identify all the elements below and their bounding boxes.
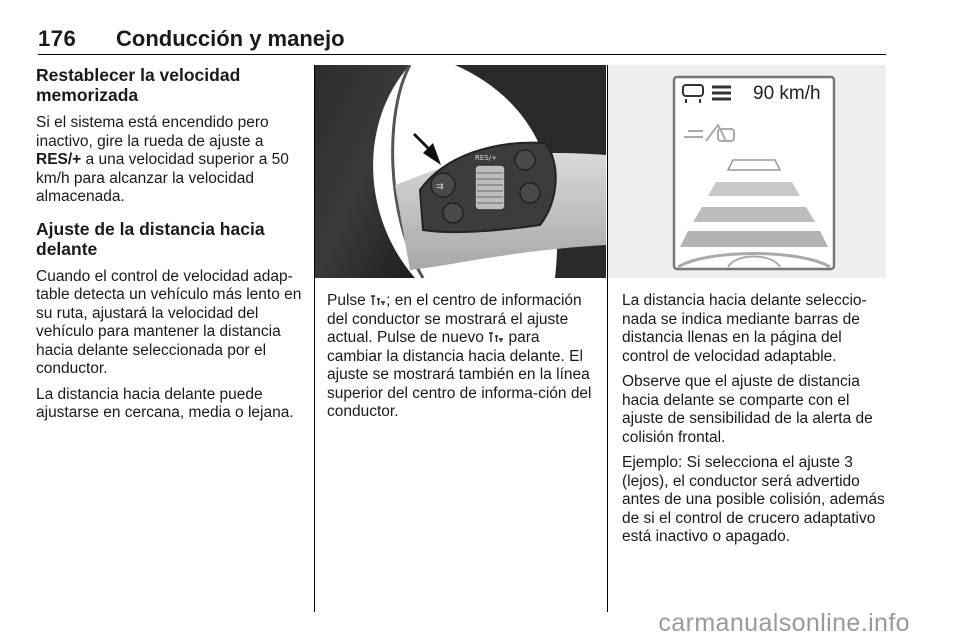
cruise-button (443, 203, 463, 223)
res-plus-label: RES/+ (36, 151, 82, 168)
driver-info-display-illustration (608, 65, 886, 278)
lane-button (520, 183, 540, 203)
distance-bar-3 (693, 207, 815, 222)
page-number: 176 (38, 26, 77, 51)
svg-text:⇉: ⇉ (436, 182, 444, 192)
set-speed-readout: 90 km/h (753, 83, 821, 104)
column-3-text (622, 292, 888, 554)
paragraph-distancia-1: Cuando el control de velocidad adap-table detecta un vehículo más lento en su ruta, ajustará la velocidad del vehículo para mantener la distancia hacia delante seleccionada por el conductor. (36, 267, 302, 377)
wheel-rim-left (315, 65, 415, 278)
column-2-text (327, 292, 595, 429)
distance-bar-4 (680, 231, 828, 247)
page-header (38, 26, 886, 52)
distance-bar-1 (728, 160, 780, 170)
paragraph-distancia-2: La distancia hacia delante puede ajustarse en cercana, media o lejana. (36, 385, 294, 421)
watermark: carmanualsonline.info (658, 609, 910, 637)
heading-ajuste-distancia: Ajuste de la distancia hacia delante (36, 218, 265, 259)
header-rule (38, 54, 886, 55)
following-distance-icon-2 (488, 331, 504, 344)
distance-bar-2 (708, 182, 800, 196)
paragraph-indicacion: La distancia hacia delante seleccio-nada se indica mediante barras de distancia llenas en la página del control de velocidad adaptable. (622, 292, 867, 365)
display-svg (608, 65, 886, 278)
paragraph-restablecer: Si el sistema está encendido pero inactivo, gire la rueda de ajuste a RES/+ a una velocidad superior a 50 km/h para alcanzar la velocidad almacenada. (36, 114, 289, 205)
following-distance-icon (370, 294, 386, 307)
pointer-arrow (413, 133, 441, 165)
heading-restablecer: Restablecer la velocidad memorizada (36, 65, 241, 105)
steering-wheel-svg (315, 65, 606, 278)
cancel-button (515, 150, 535, 170)
paragraph-ejemplo: Ejemplo: Si selecciona el ajuste 3 (lejos), el conductor será advertido antes de una posible colisión, además de si el control de crucero adaptativo está inactivo o apagado. (622, 454, 885, 545)
section-title: Conducción y manejo (116, 26, 345, 51)
res-plus-marking: RES/+ (475, 154, 497, 162)
paragraph-pulse: Pulse ; en el centro de información del conductor se mostrará el ajuste actual. Pulse de nuevo para cambiar la distancia hacia delante. El ajuste se mostrará también en la línea superior del centro de informa-ción del conductor. (327, 292, 592, 420)
column-1 (36, 65, 302, 430)
steering-wheel-illustration (315, 65, 606, 278)
paragraph-sensibilidad: Observe que el ajuste de distancia hacia delante se comparte con el ajuste de sensibilidad de la alerta de colisión frontal. (622, 373, 873, 446)
